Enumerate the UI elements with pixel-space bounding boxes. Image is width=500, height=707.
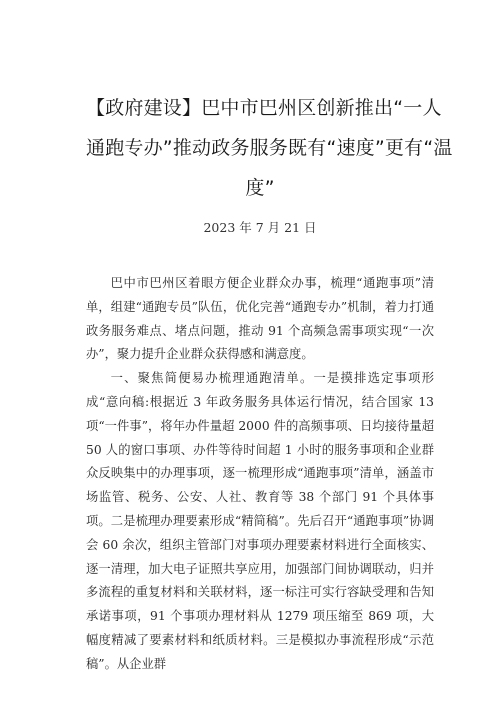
title-line-2: 通跑专办”推动政务服务既有“速度”更有“温 (86, 137, 453, 159)
document-title (86, 88, 453, 208)
title-line-1: 【政府建设】巴中市巴州区创新推出“一人 (86, 97, 442, 119)
intro-paragraph: 巴中市巴州区着眼方便企业群众办事，梳理“通跑事项”清单，组建“通跑专员”队伍，优化完善“通跑专办”机制，着力打通政务服务难点、堵点问题，推动 91 个高频急需事项实现“一次办”，聚力提升企业群众获得感和满意度。 (86, 276, 434, 362)
title-line-3: 度” (245, 177, 275, 199)
document-body (86, 272, 434, 677)
document-date: 2023 年 7 月 21 日 (203, 220, 317, 235)
section-one-paragraph: 一、聚焦简便易办梳理通跑清单。一是摸排选定事项形成“意向稿:根据近 3 年政务服务具体运行情况，结合国家 13 项“一件事”，将年办件量超 2000 件的高频事项、日均接待量超 50 人的窗口事项、办件等待时间超 1 小时的服务事项和企业群众反映集中的办理事项，逐一梳理形成“通跑事项”清单，涵盖市场监管、税务、公安、人社、教育等 38 个部门 91 个具体事项。二是梳理办理要素形成“精简稿”。先后召开“通跑事项”协调会 60 余次，组织主管部门对事项办理要素材料进行全面核实、逐一清理，加大电子证照共享应用，加强部门间协调联动，归并多流程的重复材料和关联材料，逐一标注可实行容缺受理和告知承诺事项，91 个事项办理材料从 1279 项压缩至 869 项，大幅度精减了要素材料和纸质材料。三是模拟办事流程形成“示范稿”。从企业群 (86, 371, 434, 671)
